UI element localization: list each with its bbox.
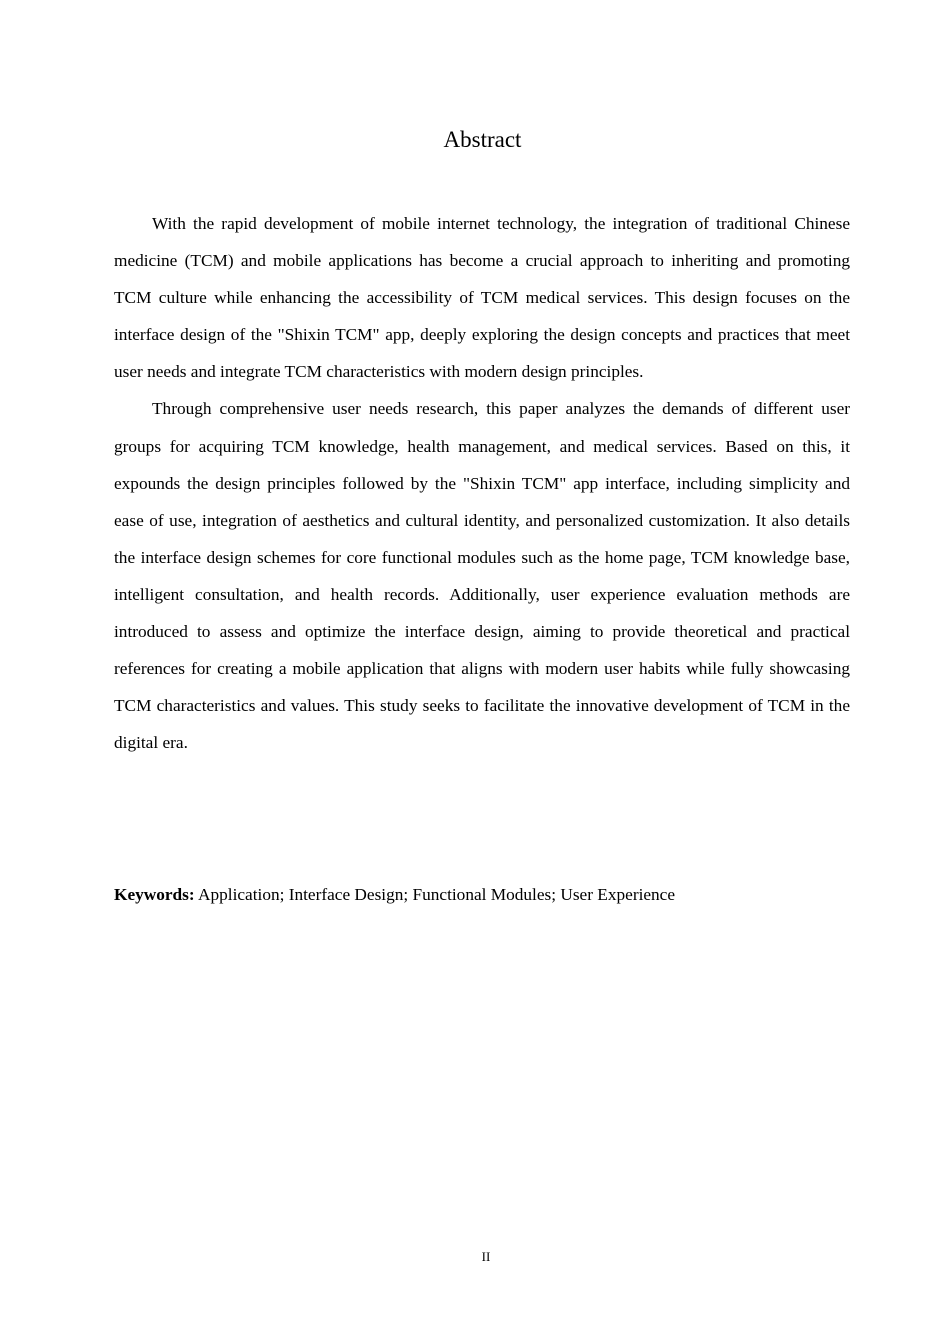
abstract-paragraph-2: Through comprehensive user needs research, this paper analyzes the demands of different user groups for acquiring TCM knowledge, health management, and medical services. Based on this, it expounds the design principles followed by the "Shixin TCM" app interface, including simplicity and ease of use, integration of aesthetics and cultural identity, and personalized customization. It also details the interface design schemes for core functional modules such as the home page, TCM knowledge base, intelligent consultation, and health records. Additionally, user experience evaluation methods are introduced to assess and optimize the interface design, aiming to provide theoretical and practical references for creating a mobile application that aligns with modern user habits while fully showcasing TCM characteristics and values. This study seeks to facilitate the innovative development of TCM in the digital era. bbox=[114, 399, 850, 753]
keywords-text: Application; Interface Design; Functional Modules; User Experience bbox=[198, 885, 676, 904]
keywords-label: Keywords: bbox=[114, 885, 195, 904]
abstract-body bbox=[114, 205, 850, 761]
abstract-paragraph-1: With the rapid development of mobile internet technology, the integration of traditional Chinese medicine (TCM) and mobile applications has become a crucial approach to inheriting and promoting TCM culture while enhancing the accessibility of TCM medical services. This design focuses on the interface design of the "Shixin TCM" app, deeply exploring the design concepts and practices that meet user needs and integrate TCM characteristics with modern design principles. bbox=[114, 214, 850, 382]
abstract-title: Abstract bbox=[443, 127, 522, 152]
page-number: II bbox=[481, 1249, 491, 1264]
keywords-line bbox=[114, 876, 850, 913]
